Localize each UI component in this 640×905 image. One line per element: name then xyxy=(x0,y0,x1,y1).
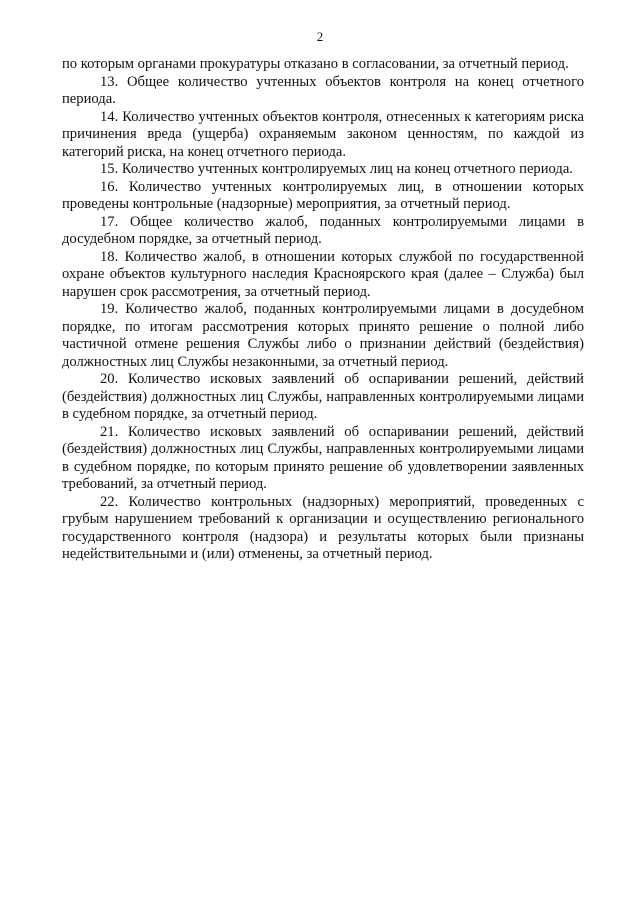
paragraph-item-14: 14. Количество учтенных объектов контроля, отнесенных к категориям риска причинения вреда (ущерба) охраняемым законом ценностям, по каждой из категорий риска, на конец отчетного периода. xyxy=(62,108,584,160)
paragraph-item-22: 22. Количество контрольных (надзорных) мероприятий, проведенных с грубым нарушением требований к организации и осуществлению регионального государственного контроля (надзора) и результаты которых были признаны недействительными и (или) отменены, за отчетный период. xyxy=(62,493,584,562)
paragraph-item-21: 21. Количество исковых заявлений об оспаривании решений, действий (бездействия) должностных лиц Службы, направленных контролируемыми лицами в судебном порядке, по которым принято решение об удовлетворении заявленных требований, за отчетный период. xyxy=(62,423,584,492)
document-body xyxy=(62,56,584,564)
paragraph-item-15: 15. Количество учтенных контролируемых лиц на конец отчетного периода. xyxy=(100,161,573,177)
paragraph-item-19: 19. Количество жалоб, поданных контролируемыми лицами в досудебном порядке, по итогам рассмотрения которых принято решение о полной либо частичной отмене решения Службы либо о признании действий (бездействия) должностных лиц Службы незаконными, за отчетный период. xyxy=(62,301,584,370)
paragraph-item-13: 13. Общее количество учтенных объектов контроля на конец отчетного периода. xyxy=(62,73,584,107)
paragraph-item-16: 16. Количество учтенных контролируемых лиц, в отношении которых проведены контрольные (надзорные) мероприятия, за отчетный период. xyxy=(62,178,584,212)
page-number: 2 xyxy=(316,29,324,44)
paragraph-continuation: по которым органами прокуратуры отказано в согласовании, за отчетный период. xyxy=(62,56,569,72)
paragraph-item-20: 20. Количество исковых заявлений об оспаривании решений, действий (бездействия) должностных лиц Службы, направленных контролируемыми лицами в судебном порядке, за отчетный период. xyxy=(62,371,584,422)
paragraph-item-17: 17. Общее количество жалоб, поданных контролируемыми лицами в досудебном порядке, за отчетный период. xyxy=(62,213,584,247)
paragraph-item-18: 18. Количество жалоб, в отношении которых службой по государственной охране объектов культурного наследия Красноярского края (далее – Служба) был нарушен срок рассмотрения, за отчетный период. xyxy=(62,248,584,300)
